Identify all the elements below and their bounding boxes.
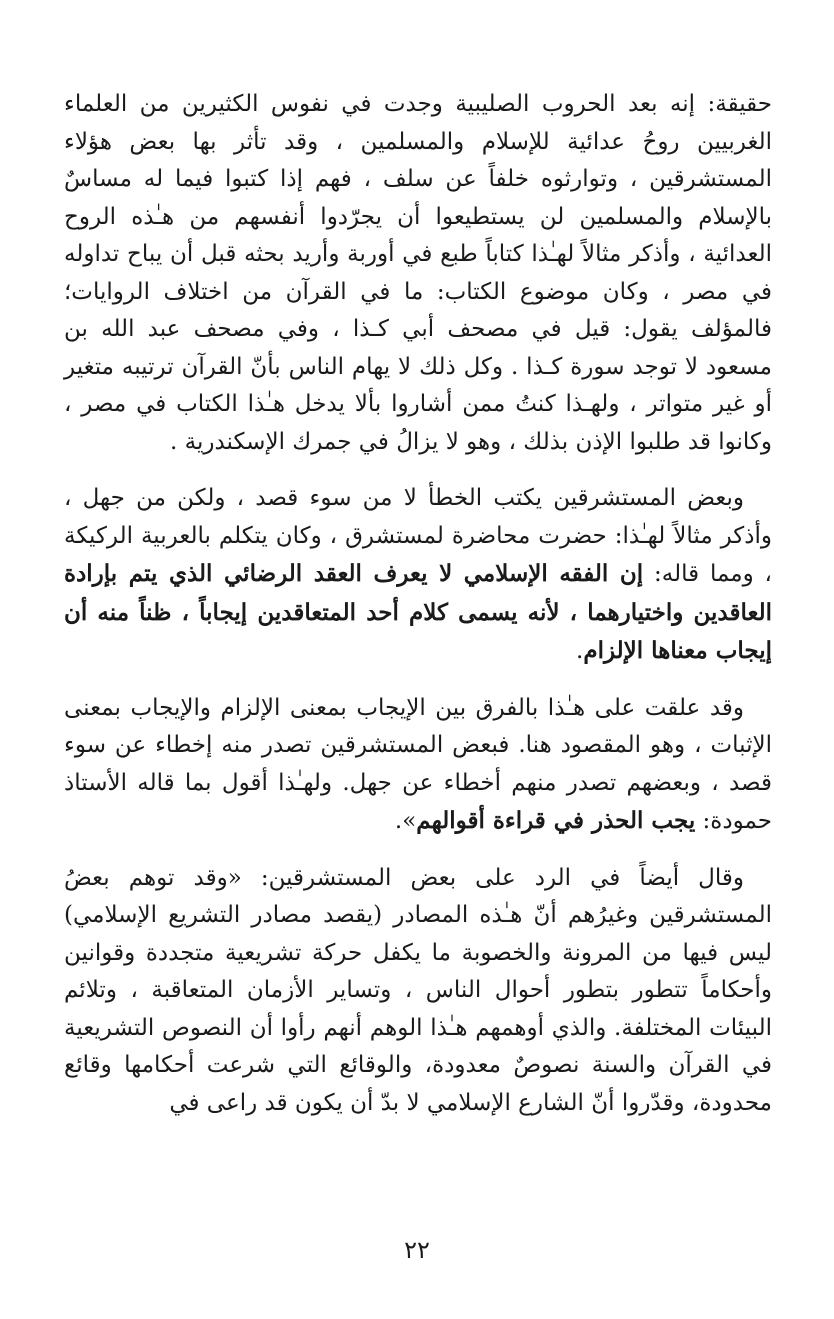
paragraph-3-bold-quote: يجب الحذر في قراءة أقوالهم — [416, 807, 696, 834]
paragraph-1 — [64, 86, 772, 461]
paragraph-1-text: حقيقة: إنه بعد الحروب الصليبية وجدت في نفوس الكثيرين من العلماء الغربيين روحُ عدائية للإسلام والمسلمين ، وقد تأثر بها بعض هؤلاء المستشرقين ، وتوارثوه خلفاً عن سلف ، فهم إذا كتبوا فيما له مساسٌ بالإسلام والمسلمين لن يستطيعوا أن يجرّدوا أنفسهم من هـٰذه الروح العدائية ، وأذكر مثالاً لهـٰذا كتاباً طبع في أوربة وأريد بحثه قبل أن يباح تداوله في مصر ، وكان موضوع الكتاب: ما في القرآن من اختلاف الروايات؛ فالمؤلف يقول: قيل في مصحف أبي كـذا ، وفي مصحف عبد الله بن مسعود لا توجد سورة كـذا . وكل ذلك لا يهام الناس بأنّ القرآن ترتيبه متغير أو غير متواتر ، ولهـذا كنتُ ممن أشاروا بألا يدخل هـٰذا الكتاب في مصر ، وكانوا قد طلبوا الإذن بذلك ، وهو لا يزالُ في جمرك الإسكندرية . — [64, 91, 772, 455]
paragraph-2-text: وبعض المستشرقين يكتب الخطأ لا من سوء قصد ، ولكن من جهل ، وأذكر مثالاً لهـٰذا: حضرت محاضرة لمستشرق ، وكان يتكلم بالعربية الركيكة ، ومما قاله: — [64, 485, 772, 587]
paragraph-3-end: ». — [394, 808, 417, 834]
paragraph-2-end: . — [576, 638, 584, 664]
paragraph-3 — [64, 690, 772, 841]
paragraph-2-bold-quote: إن الفقه الإسلامي لا يعرف العقد الرضائي الذي يتم بإرادة العاقدين واختيارهما ، لأنه يسمى كلام أحد المتعاقدين إيجاباً ، ظناً منه أن إيجاب معناها الإلزام — [64, 560, 772, 664]
paragraph-4 — [64, 860, 772, 1123]
paragraph-4-text: وقال أيضاً في الرد على بعض المستشرقين: «وقد توهم بعضُ المستشرقين وغيرُهم أنّ هـٰذه المصادر (يقصد مصادر التشريع الإسلامي) ليس فيها من المرونة والخصوبة ما يكفل حركة تشريعية متجددة وقوانين وأحكاماً تتطور بتطور أحوال الناس ، وتساير الأزمان المتعاقبة ، وتلائم البيئات المختلفة. والذي أوهمهم هـٰذا الوهم أنهم رأوا أن النصوص التشريعية في القرآن والسنة نصوصٌ معدودة، والوقائع التي شرعت أحكامها وقائع محدودة، وقدّروا أنّ الشارع الإسلامي لا بدّ أن يكون قد راعى في — [64, 864, 772, 1116]
page-number: ٢٢ — [404, 1236, 430, 1264]
page-body — [64, 86, 772, 1122]
paragraph-2 — [64, 480, 772, 671]
paragraph-3-text: وقد علقت على هـٰذا بالفرق بين الإيجاب بمعنى الإلزام والإيجاب بمعنى الإثبات ، وهو المقصود هنا. فبعض المستشرقين تصدر منه إخطاء عن سوء قصد ، وبعضهم تصدر منهم أخطاء عن جهل. ولهـٰذا أقول بما قاله الأستاذ حمودة: — [64, 694, 772, 834]
